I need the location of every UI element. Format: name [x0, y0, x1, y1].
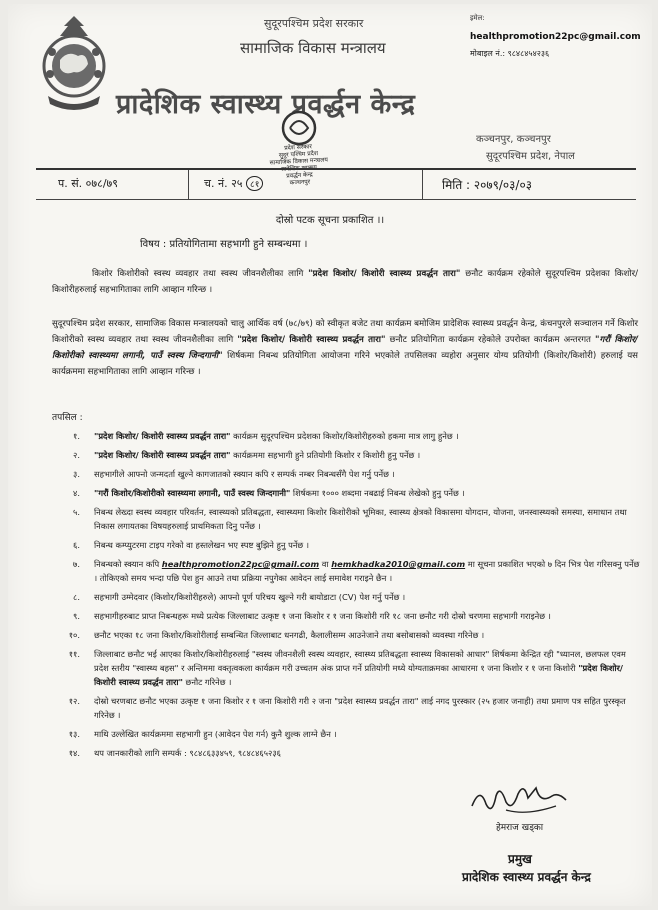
list-item	[52, 727, 642, 741]
subject-line: विषय : प्रतियोगितामा सहभागी हुने सम्बन्धमा ।	[140, 239, 308, 250]
dispatch-label: च. नं. २५	[204, 177, 243, 190]
list-item-text: सहभागीले आफ्नो जन्मदर्ता खुल्ने कागजातको स्क्यान कपि र सम्पर्क नम्बर निबन्धसँगै पेश गर्नु पर्नेछ ।	[94, 469, 395, 479]
list-item-number: ८.	[73, 592, 80, 602]
list-item-text: दोस्रो चरणबाट छनौट भएका उत्कृष्ट १ जना किशोर र १ जना किशोरी गरी २ जना "प्रदेश स्वास्थ्य प्रवर्द्धन तारा" लाई नगद पुरस्कार (२५ हजार जनाही) तथा प्रमाण पत्र सहित पुरस्कृत गरिनेछ ।	[94, 696, 626, 720]
document-page	[8, 4, 652, 906]
seal-line: प्रदेश सरकार	[284, 143, 313, 152]
list-item	[52, 557, 642, 585]
list-item-text: मा सूचना प्रकाशित भएको ७ दिन भित्र पेश गरिसक्नु पर्नेछ । तोकिएको समय भन्दा पछि पेश हुन आउने तथा प्रक्रिया नपुगेका आवेदन लाई समावेश गराइने छैन ।	[94, 559, 640, 583]
office-phone: मोबाइल नं.: ९८४८४५४२३६	[470, 49, 550, 58]
details-list	[52, 429, 642, 765]
address-line-1: कञ्चनपुर, कञ्चनपुर	[476, 134, 551, 145]
seal-line: कञ्चनपुर	[289, 178, 311, 187]
handwritten-signature	[466, 776, 574, 820]
dispatch-stamp-number: ८१	[246, 176, 263, 191]
list-item-text: छनौट भएका १८ जना किशोर/किशोरीलाई सम्बन्धित जिल्लाबाट धनगढी, कैलालीसम्म आउनेजाने तथा बसोबासको व्यवस्था गरिनेछ ।	[94, 630, 485, 640]
list-item	[52, 628, 642, 642]
seal-line: सामाजिक विकास मन्त्रालय	[269, 156, 329, 167]
list-item-text: माथि उल्लेखित कार्यक्रममा सहभागी हुन (आवेदन पेश गर्न) कुनै शुल्क लाग्ने छैन ।	[94, 729, 337, 739]
list-item	[52, 538, 642, 552]
list-item-number: १२.	[68, 696, 80, 706]
government-name: सुदूरपश्चिम प्रदेश सरकार	[264, 17, 364, 30]
reference-number: प. सं. ०७८/७९	[58, 177, 118, 190]
list-item-text: निबन्धको स्क्यान कपि	[94, 559, 162, 569]
seal-line: प्रवर्द्धन केन्द्र	[286, 171, 313, 180]
list-item-number: ४.	[73, 488, 80, 498]
list-item-text: "प्रदेश किशोर/ किशोरी स्वास्थ्य प्रवर्द्धन तारा"	[94, 663, 623, 687]
list-item	[52, 467, 642, 481]
body-paragraph: सुदूरपश्चिम प्रदेश सरकार, सामाजिक विकास मन्त्रालयको चालु आर्थिक वर्ष (७८/७९) को स्वीकृत बजेट तथा कार्यक्रम बमोजिम प्रादेशिक स्वास्थ्य प्रवर्द्धन केन्द्र, कंचनपुरले सञ्चालन गर्ने किशोर किशोरीको स्वस्थ व्यवहार तथा स्वस्थ जीवनशैलीका लागि "प्रदेश किशोर/ किशोरी स्वास्थ्य प्रवर्द्धन तारा" छनौट प्रतियोगिता कार्यक्रम रहेकोले उपरोक्त कार्यक्रम अन्तरगत "गरौं किशोर/किशोरीको स्वास्थ्यमा लगानी, पाउँ स्वस्थ जिन्दगानी" शिर्षकमा निबन्ध प्रतियोगिता आयोजना गरिने भएकोले तपसिलका व्यहोरा अनुसार योग्य प्रतियोगी (किशोर/किशोरी) हरुलाई यस कार्यक्रममा सहभागिताका लागि आव्हान गरिन्छ ।	[52, 319, 639, 377]
list-item-text: थप जानकारीको लागि सम्पर्क : ९८४८६३३४५९, ९८४८४६५२३६	[94, 748, 281, 758]
nepal-emblem-icon	[38, 12, 110, 116]
letter-date	[442, 176, 532, 193]
list-item	[52, 505, 642, 533]
dispatch-number	[204, 176, 263, 191]
email-address: hemkhadka2010@gmail.com	[331, 559, 466, 569]
list-item-number: ३.	[73, 469, 80, 479]
list-item-number: १०.	[68, 630, 80, 640]
list-item-text: शिर्षकमा १००० शब्दमा नबढाई निबन्ध लेखेको हुनु पर्नेछ ।	[290, 488, 465, 498]
list-item-text: "गरौं किशोर/किशोरीको स्वास्थ्यमा लगानी, पाउँ स्वस्थ जिन्दगानी"	[94, 488, 291, 498]
email-label: इमेल:	[470, 14, 485, 22]
list-item	[52, 746, 642, 760]
signatory-title: प्रमुख	[508, 852, 532, 866]
header-rule-bottom	[36, 199, 636, 200]
list-item-text: सहभागी उम्मेदवार (किशोर/किशोरीहरुले) आफ्नो पूर्ण परिचय खुल्ने गरी बायोडाटा (CV) पेश गर्नु पर्नेछ ।	[94, 592, 406, 602]
notice-title: दोस्रो पटक सूचना प्रकाशित ।।	[275, 215, 385, 226]
list-item-text: सहभागीहरुबाट प्राप्त निबन्धहरू मध्ये प्रत्येक जिल्लाबाट उत्कृष्ट १ जना किशोर र १ जना किशोरी गरि १८ जना छनौट गरी दोस्रो चरणमा सहभागी गराइनेछ ।	[94, 611, 551, 621]
list-item	[52, 429, 642, 443]
list-item-number: १.	[73, 431, 80, 441]
list-item-text: निबन्ध कम्प्युटरमा टाइप गरेको वा हस्तलेखन भए स्पष्ट बुझिने हुनु पर्नेछ ।	[94, 540, 310, 550]
email-address: healthpromotion22pc@gmail.com	[161, 559, 320, 569]
list-item-number: ७.	[73, 559, 80, 569]
list-item	[52, 647, 642, 689]
list-item-number: २.	[73, 450, 80, 460]
list-item-text: छनौट गरिनेछ ।	[182, 677, 232, 687]
list-item	[52, 448, 642, 462]
date-label: मिति :	[442, 178, 471, 192]
divider	[188, 170, 189, 199]
list-item-text: "प्रदेश किशोर/ किशोरी स्वास्थ्य प्रवर्द्धन तारा"	[94, 450, 231, 460]
list-item	[52, 694, 642, 722]
office-email: healthpromotion22pc@gmail.com	[470, 32, 641, 42]
address-line-2: सुदूरपश्चिम प्रदेश, नेपाल	[486, 151, 575, 162]
signatory-name: हेमराज खड्का	[496, 823, 544, 833]
header-rule	[36, 168, 636, 170]
intro-paragraph: किशोर किशोरीको स्वस्थ व्यवहार तथा स्वस्थ जीवनशैलीका लागि "प्रदेश किशोर/ किशोरी स्वास्थ्य प्रवर्द्धन तारा" छनौट कार्यक्रम रहेकोले सुदूरपश्चिम प्रदेशका किशोर/किशोरीहरुलाई सहभागिताका लागि आव्हान गरिन्छ ।	[52, 269, 638, 295]
seal-line: सुदूर पश्चिम प्रदेश	[278, 149, 319, 160]
details-label: तपसिल :	[52, 413, 83, 423]
list-item-number: १३.	[68, 729, 80, 739]
list-item-text: "प्रदेश किशोर/ किशोरी स्वास्थ्य प्रवर्द्धन तारा"	[94, 431, 231, 441]
list-item-text: कार्यक्रम सुदूरपश्चिम प्रदेशका किशोर/किशोरीहरुको हकमा मात्र लागु हुनेछ ।	[230, 431, 459, 441]
list-item-number: १४.	[68, 748, 80, 758]
list-item	[52, 590, 642, 604]
list-item-text: वा	[319, 559, 332, 569]
list-item	[52, 486, 642, 500]
signatory-office: प्रादेशिक स्वास्थ्य प्रवर्द्धन केन्द्र	[462, 870, 591, 884]
date-value: २०७९/०३/०३	[473, 178, 532, 192]
list-item-number: ६.	[73, 540, 80, 550]
office-name: प्रादेशिक स्वास्थ्य प्रवर्द्धन केन्द्र	[116, 89, 416, 120]
list-item-number: ११.	[68, 649, 80, 659]
list-item-text: जिल्लाबाट छनौट भई आएका किशोर/किशोरीहरुलाई "स्वस्थ जीवनशैली स्वस्थ व्यवहार, स्वास्थ्य प्रतिबद्धता स्वास्थ्य विकासको आधार" शिर्षकमा केन्द्रित रही "ध्यानल, छलफल एवम प्रदेश स्तरीय "स्वास्थ्य बहस" र अन्तिममा वक्तृत्वकला कार्यक्रम गरी उच्चतम अंक प्राप्त गर्ने प्रतियोगी मध्ये योग्यताक्रमका आधारमा १ जना किशोर र १ जना किशोरी	[94, 649, 626, 673]
ministry-name: सामाजिक विकास मन्त्रालय	[240, 39, 386, 57]
list-item-text: कार्यक्रममा सहभागी हुने प्रतियोगी किशोर र किशोरी हुनु पर्नेछ ।	[230, 450, 421, 460]
list-item	[52, 609, 642, 623]
list-item-number: ९.	[73, 611, 80, 621]
list-item-number: ५.	[73, 507, 80, 517]
list-item-text: निबन्ध लेख्दा स्वस्थ व्यवहार परिवर्तन, स्वास्थ्यको प्रतिबद्धता, स्वास्थ्यमा किशोर किशोरीको भूमिका, स्वास्थ्य क्षेत्रको विकासमा योगदान, योजना, जनस्वास्थ्यको समस्या, समाधान तथा निकास लगायतका विषयहरुलाई प्राथमिकता दिनु पर्नेछ ।	[94, 507, 627, 531]
divider	[422, 170, 423, 199]
